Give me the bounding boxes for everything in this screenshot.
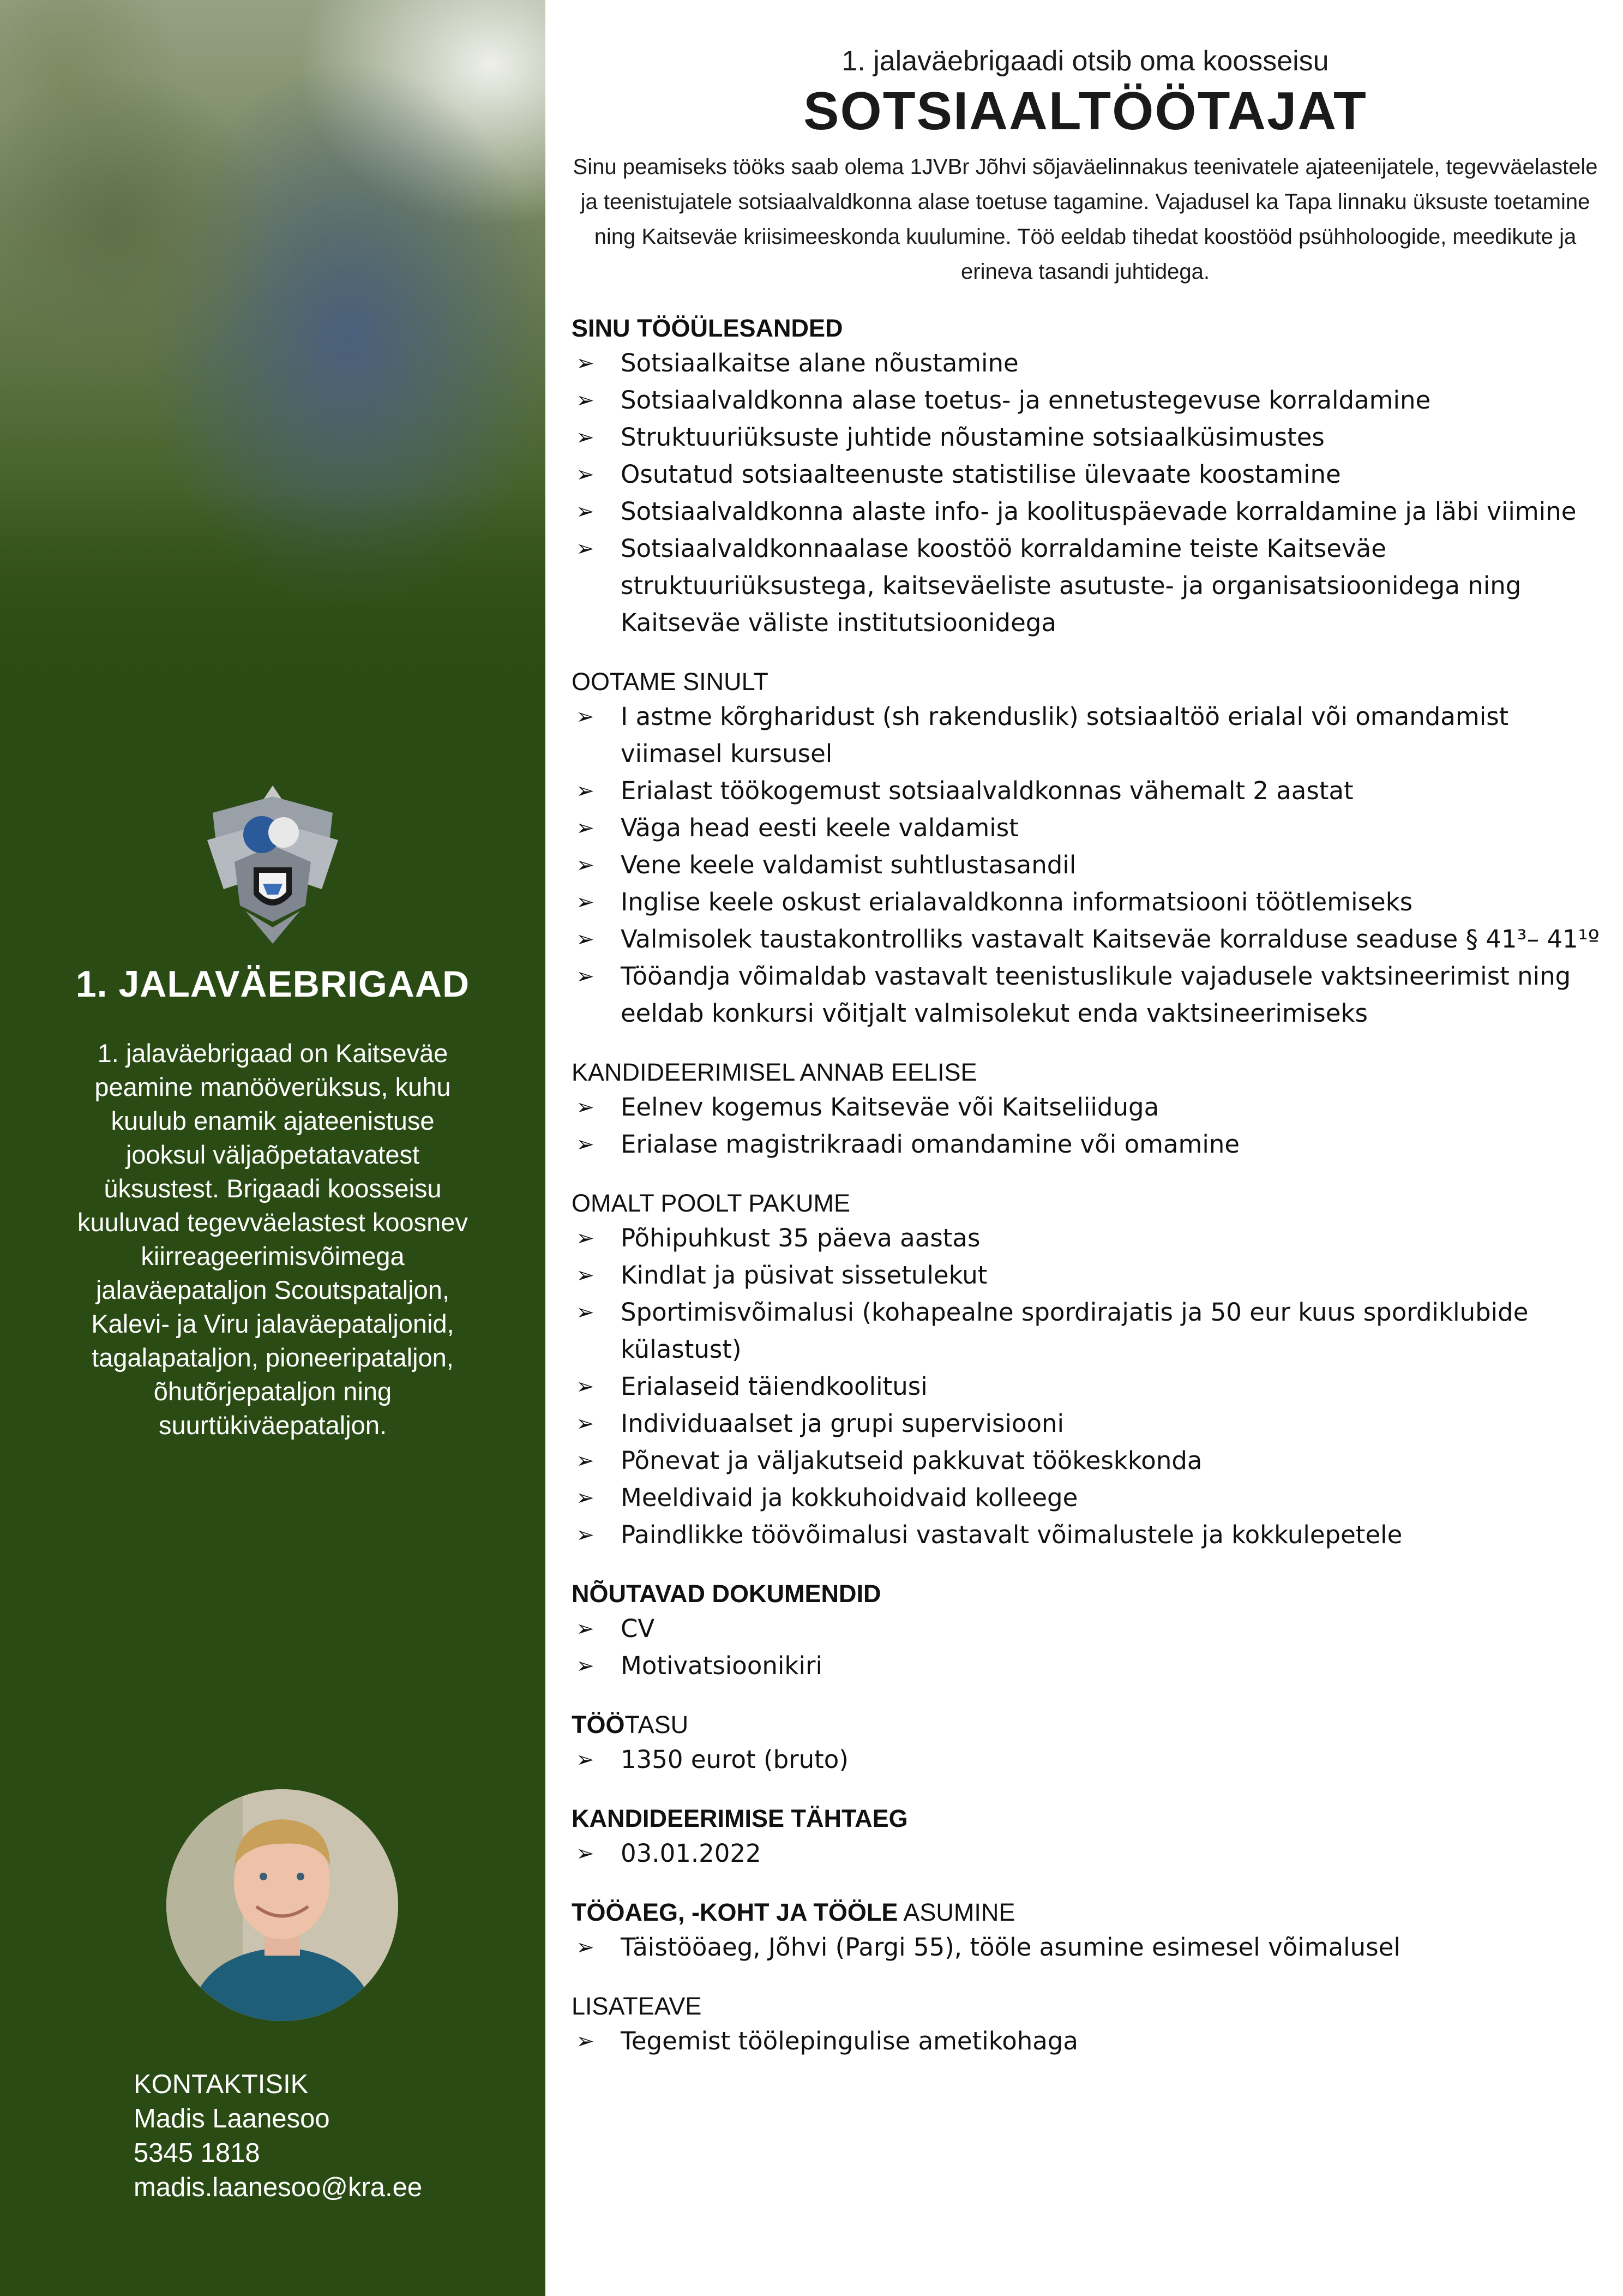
arrow-bullet-icon: ➢ bbox=[576, 927, 594, 952]
section-heading bbox=[572, 1708, 1608, 1741]
bullet-list bbox=[572, 345, 1608, 642]
arrow-bullet-icon: ➢ bbox=[576, 1485, 594, 1510]
list-item bbox=[572, 772, 1608, 810]
arrow-bullet-icon: ➢ bbox=[576, 1448, 594, 1473]
arrow-bullet-icon: ➢ bbox=[576, 1411, 594, 1436]
list-item bbox=[572, 1126, 1608, 1163]
list-item-text: 03.01.2022 bbox=[621, 1839, 761, 1868]
list-item-text: Sportimisvõimalusi (kohapealne spordirajatis ja 50 eur kuus spordiklubide külastust) bbox=[621, 1298, 1529, 1364]
section-salary bbox=[572, 1708, 1608, 1778]
section-heading-text: KANDIDEERIMISE TÄHTAEG bbox=[572, 1805, 908, 1832]
section-tasks bbox=[572, 312, 1608, 642]
arrow-bullet-icon: ➢ bbox=[576, 890, 594, 915]
soldier-background-photo bbox=[0, 0, 545, 698]
list-item-text: 1350 eurot (bruto) bbox=[621, 1745, 849, 1774]
list-item-text: Erialast töökogemust sotsiaalvaldkonnas vähemalt 2 aastat bbox=[621, 776, 1354, 805]
list-item bbox=[572, 698, 1608, 772]
list-item bbox=[572, 1929, 1608, 1966]
arrow-bullet-icon: ➢ bbox=[576, 499, 594, 524]
section-expect bbox=[572, 666, 1608, 1032]
arrow-bullet-icon: ➢ bbox=[576, 1653, 594, 1678]
list-item bbox=[572, 1741, 1608, 1778]
arrow-bullet-icon: ➢ bbox=[576, 853, 594, 878]
list-item bbox=[572, 1610, 1608, 1647]
list-item-text: Sotsiaalvaldkonna alase toetus- ja ennetustegevuse korraldamine bbox=[621, 386, 1431, 415]
list-item-text: Sotsiaalkaitse alane nõustamine bbox=[621, 349, 1019, 377]
section-heading bbox=[572, 1802, 1608, 1835]
list-item bbox=[572, 456, 1608, 493]
section-heading: OMALT POOLT PAKUME bbox=[572, 1189, 850, 1217]
arrow-bullet-icon: ➢ bbox=[576, 1935, 594, 1960]
job-intro: Sinu peamiseks tööks saab olema 1JVBr Jõhvi sõjaväelinnakus teenivatele ajateenijatele, tegevväelastele ja teenistujatele sotsiaalvaldkonna alase toetuse tagamine. Vajadusel ka Tapa linnaku üksuste toetamine ning Kaitseväe kriisimeeskonda kuulumine. Töö eeldab tihedat koostööd psühholoogide, meedikute ja erineva tasandi juhtidega. bbox=[573, 155, 1598, 284]
list-item-text: Paindlikke töövõimalusi vastavalt võimalustele ja kokkulepetele bbox=[621, 1520, 1403, 1549]
list-item-text: Meeldivaid ja kokkuhoidvaid kolleege bbox=[621, 1483, 1078, 1512]
bullet-list bbox=[572, 1220, 1608, 1554]
contact-person-photo-icon bbox=[166, 1789, 398, 2021]
list-item bbox=[572, 1089, 1608, 1126]
bullet-list bbox=[572, 1835, 1608, 1872]
header-kicker: 1. jalaväebrigaadi otsib oma koosseisu bbox=[841, 45, 1329, 77]
list-item bbox=[572, 884, 1608, 921]
list-item bbox=[572, 345, 1608, 382]
list-item-text: Erialase magistrikraadi omandamine või omamine bbox=[621, 1130, 1240, 1159]
list-item bbox=[572, 1368, 1608, 1405]
arrow-bullet-icon: ➢ bbox=[576, 1747, 594, 1772]
list-item-text: Erialaseid täiendkoolitusi bbox=[621, 1372, 928, 1401]
bullet-list bbox=[572, 2023, 1608, 2060]
section-heading bbox=[572, 312, 1608, 345]
page-title: SOTSIAALTÖÖTAJAT bbox=[803, 81, 1367, 141]
job-header bbox=[567, 44, 1603, 289]
contact-block bbox=[134, 2067, 422, 2205]
arrow-bullet-icon: ➢ bbox=[576, 1522, 594, 1548]
job-details bbox=[572, 312, 1608, 2060]
contact-phone: 5345 1818 bbox=[134, 2138, 260, 2168]
section-heading: KANDIDEERIMISEL ANNAB EELISE bbox=[572, 1058, 977, 1086]
section-more bbox=[572, 1990, 1608, 2060]
arrow-bullet-icon: ➢ bbox=[576, 425, 594, 450]
contact-email[interactable]: madis.laanesoo@kra.ee bbox=[134, 2173, 423, 2202]
list-item-text: CV bbox=[621, 1614, 655, 1643]
list-item-text: Põhipuhkust 35 päeva aastas bbox=[621, 1224, 981, 1252]
arrow-bullet-icon: ➢ bbox=[576, 536, 594, 561]
arrow-bullet-icon: ➢ bbox=[576, 816, 594, 841]
arrow-bullet-icon: ➢ bbox=[576, 964, 594, 989]
arrow-bullet-icon: ➢ bbox=[576, 1226, 594, 1251]
list-item-text: Individuaalset ja grupi supervisiooni bbox=[621, 1409, 1065, 1438]
list-item bbox=[572, 419, 1608, 456]
arrow-bullet-icon: ➢ bbox=[576, 704, 594, 729]
unit-description: 1. jalaväebrigaad on Kaitseväe peamine manööverüksus, kuhu kuulub enamik ajateenistuse jooksul väljaõpetatavatest üksustest. Brigaadi koosseisu kuuluvad tegevväelastest koosnev kiirreageerimisvõimega jalaväepataljon Scoutspataljon, Kalevi- ja Viru jalaväepataljonid, tagalapataljon, pioneeripataljon, õhutõrjepataljon ning suurtükiväepataljon. bbox=[77, 1039, 468, 1440]
section-heading: LISATEAVE bbox=[572, 1992, 702, 2020]
section-advantage bbox=[572, 1056, 1608, 1163]
contact-label: KONTAKTISIK bbox=[134, 2070, 309, 2099]
section-heading-text: SINU TÖÖÜLESANDED bbox=[572, 314, 843, 342]
section-heading-text: NÕUTAVAD DOKUMENDID bbox=[572, 1580, 881, 1608]
arrow-bullet-icon: ➢ bbox=[576, 1095, 594, 1120]
list-item bbox=[572, 958, 1608, 1032]
section-deadline bbox=[572, 1802, 1608, 1872]
sidebar bbox=[0, 0, 545, 2296]
avatar bbox=[166, 1789, 398, 2021]
section-heading bbox=[572, 1896, 1608, 1929]
section-documents bbox=[572, 1578, 1608, 1684]
list-item bbox=[572, 493, 1608, 530]
section-heading-bold: TÖÖ bbox=[572, 1711, 625, 1739]
list-item bbox=[572, 1647, 1608, 1684]
list-item bbox=[572, 1294, 1608, 1368]
contact-name: Madis Laanesoo bbox=[134, 2104, 330, 2133]
arrow-bullet-icon: ➢ bbox=[576, 1300, 594, 1325]
bullet-list bbox=[572, 1089, 1608, 1163]
list-item bbox=[572, 1835, 1608, 1872]
list-item-text: Väga head eesti keele valdamist bbox=[621, 813, 1019, 842]
list-item bbox=[572, 810, 1608, 847]
list-item-text: Tööandja võimaldab vastavalt teenistuslikule vajadusele vaktsineerimist ning eeldab konkursi võitjalt valmisolekut enda vaktsineerimiseks bbox=[621, 962, 1571, 1028]
list-item-text: Sotsiaalvaldkonna alaste info- ja koolituspäevade korraldamine ja läbi viimine bbox=[621, 497, 1577, 526]
bullet-list bbox=[572, 1929, 1608, 1966]
list-item bbox=[572, 847, 1608, 884]
arrow-bullet-icon: ➢ bbox=[576, 351, 594, 376]
section-heading-rest: TASU bbox=[624, 1711, 689, 1739]
arrow-bullet-icon: ➢ bbox=[576, 1374, 594, 1399]
list-item-text: Sotsiaalvaldkonnaalase koostöö korraldamine teiste Kaitseväe struktuuriüksustega, kaitseväeliste asutuste- ja organisatsioonidega ning Kaitseväe väliste institutsioonidega bbox=[621, 534, 1522, 637]
bullet-list bbox=[572, 1610, 1608, 1684]
arrow-bullet-icon: ➢ bbox=[576, 2029, 594, 2054]
list-item-text: Vene keele valdamist suhtlustasandil bbox=[621, 850, 1077, 879]
list-item-text: Täistööaeg, Jõhvi (Pargi 55), tööle asumine esimesel võimalusel bbox=[621, 1933, 1400, 1962]
list-item bbox=[572, 1442, 1608, 1479]
list-item bbox=[572, 530, 1608, 642]
list-item-text: Motivatsioonikiri bbox=[621, 1651, 822, 1680]
list-item-text: Tegemist töölepingulise ametikohaga bbox=[621, 2027, 1078, 2055]
list-item bbox=[572, 1516, 1608, 1554]
arrow-bullet-icon: ➢ bbox=[576, 462, 594, 487]
list-item bbox=[572, 382, 1608, 419]
unit-name: 1. JALAVÄEBRIGAAD bbox=[75, 963, 470, 1005]
section-heading-bold: TÖÖAEG, -KOHT JA TÖÖLE bbox=[572, 1898, 898, 1926]
list-item-text: Eelnev kogemus Kaitseväe või Kaitseliiduga bbox=[621, 1093, 1159, 1122]
list-item bbox=[572, 1220, 1608, 1257]
list-item bbox=[572, 2023, 1608, 2060]
list-item-text: Kindlat ja püsivat sissetulekut bbox=[621, 1261, 988, 1290]
list-item bbox=[572, 921, 1608, 958]
arrow-bullet-icon: ➢ bbox=[576, 1841, 594, 1866]
section-heading: OOTAME SINULT bbox=[572, 668, 768, 696]
list-item-text: Valmisolek taustakontrolliks vastavalt Kaitseväe korralduse seaduse § 41³– 41¹º bbox=[621, 925, 1600, 954]
arrow-bullet-icon: ➢ bbox=[576, 778, 594, 804]
bullet-list bbox=[572, 698, 1608, 1032]
list-item bbox=[572, 1405, 1608, 1442]
list-item bbox=[572, 1479, 1608, 1516]
arrow-bullet-icon: ➢ bbox=[576, 1263, 594, 1288]
bullet-list bbox=[572, 1741, 1608, 1778]
section-heading-rest: ASUMINE bbox=[898, 1898, 1015, 1926]
section-worktime bbox=[572, 1896, 1608, 1966]
section-offer bbox=[572, 1187, 1608, 1554]
section-heading bbox=[572, 1578, 1608, 1610]
arrow-bullet-icon: ➢ bbox=[576, 1132, 594, 1157]
list-item-text: Struktuuriüksuste juhtide nõustamine sotsiaalküsimustes bbox=[621, 423, 1325, 452]
arrow-bullet-icon: ➢ bbox=[576, 1616, 594, 1641]
list-item-text: Osutatud sotsiaalteenuste statistilise ülevaate koostamine bbox=[621, 460, 1341, 489]
list-item-text: Põnevat ja väljakutseid pakkuvat töökeskkonda bbox=[621, 1446, 1203, 1475]
list-item-text: I astme kõrgharidust (sh rakenduslik) sotsiaaltöö erialal või omandamist viimasel kursusel bbox=[621, 702, 1509, 768]
list-item bbox=[572, 1257, 1608, 1294]
arrow-bullet-icon: ➢ bbox=[576, 388, 594, 413]
brigade-emblem-icon bbox=[202, 780, 344, 949]
list-item-text: Inglise keele oskust erialavaldkonna informatsiooni töötlemiseks bbox=[621, 888, 1413, 916]
